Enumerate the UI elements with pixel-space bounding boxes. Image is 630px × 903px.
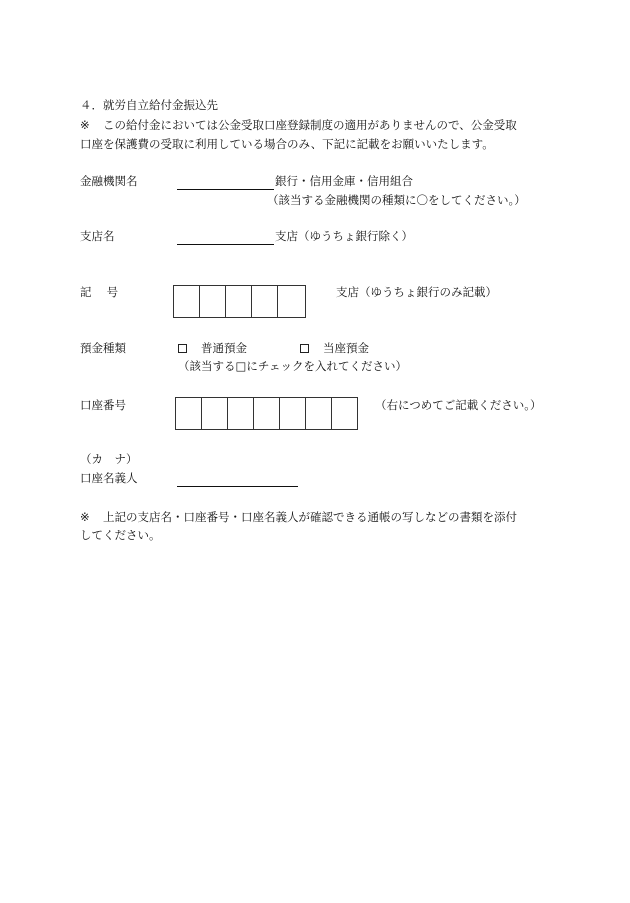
bank-type-note: （該当する金融機関の種類に〇をしてください。）	[267, 193, 526, 207]
branch-name-label: 支店名	[80, 229, 115, 243]
account-digit-box[interactable]	[280, 398, 306, 429]
account-digit-box[interactable]	[202, 398, 228, 429]
symbol-digit-box[interactable]	[200, 286, 226, 317]
bank-type-suffix: 銀行・信用金庫・信用組合	[275, 174, 413, 188]
account-digit-box[interactable]	[176, 398, 202, 429]
kana-label: （カ ナ）	[80, 452, 138, 466]
account-digit-box[interactable]	[254, 398, 280, 429]
account-digit-box[interactable]	[228, 398, 254, 429]
notice-line-1: この給付金においては公金受取口座登録制度の適用がありませんので、公金受取	[103, 118, 517, 132]
symbol-digit-box[interactable]	[278, 286, 305, 317]
footer-notice-line-2: してください。	[80, 528, 161, 542]
bank-name-label: 金融機関名	[80, 174, 138, 188]
ordinary-deposit-label: 普通預金	[201, 341, 247, 355]
deposit-type-note: （該当する□にチェックを入れてください）	[178, 359, 408, 373]
symbol-label: 記 号	[80, 285, 119, 299]
footer-notice-line-1: 上記の支店名・口座番号・口座名義人が確認できる通帳の写しなどの書類を添付	[103, 510, 517, 524]
symbol-digit-box[interactable]	[226, 286, 252, 317]
section-title: ４．就労自立給付金振込先	[80, 98, 218, 112]
symbol-digit-box[interactable]	[174, 286, 200, 317]
bank-name-input[interactable]	[177, 189, 274, 190]
account-number-label: 口座番号	[80, 398, 126, 412]
deposit-type-label: 預金種類	[80, 341, 126, 355]
account-number-boxes[interactable]	[175, 397, 358, 430]
account-number-note: （右につめてご記載ください。）	[375, 398, 542, 412]
ordinary-deposit-checkbox[interactable]	[178, 344, 187, 353]
checking-deposit-label: 当座預金	[323, 341, 369, 355]
symbol-boxes[interactable]	[173, 285, 306, 318]
branch-suffix: 支店（ゆうちょ銀行除く）	[275, 229, 413, 243]
account-holder-input[interactable]	[177, 486, 298, 487]
symbol-digit-box[interactable]	[252, 286, 278, 317]
account-holder-label: 口座名義人	[80, 471, 138, 485]
notice-mark: ※	[80, 118, 90, 132]
symbol-note: 支店（ゆうちょ銀行のみ記載）	[336, 285, 497, 299]
footer-notice-mark: ※	[80, 510, 90, 524]
notice-line-2: 口座を保護費の受取に利用している場合のみ、下記に記載をお願いいたします。	[80, 137, 494, 151]
branch-name-input[interactable]	[177, 244, 274, 245]
account-digit-box[interactable]	[332, 398, 357, 429]
account-digit-box[interactable]	[306, 398, 332, 429]
checking-deposit-checkbox[interactable]	[300, 344, 309, 353]
